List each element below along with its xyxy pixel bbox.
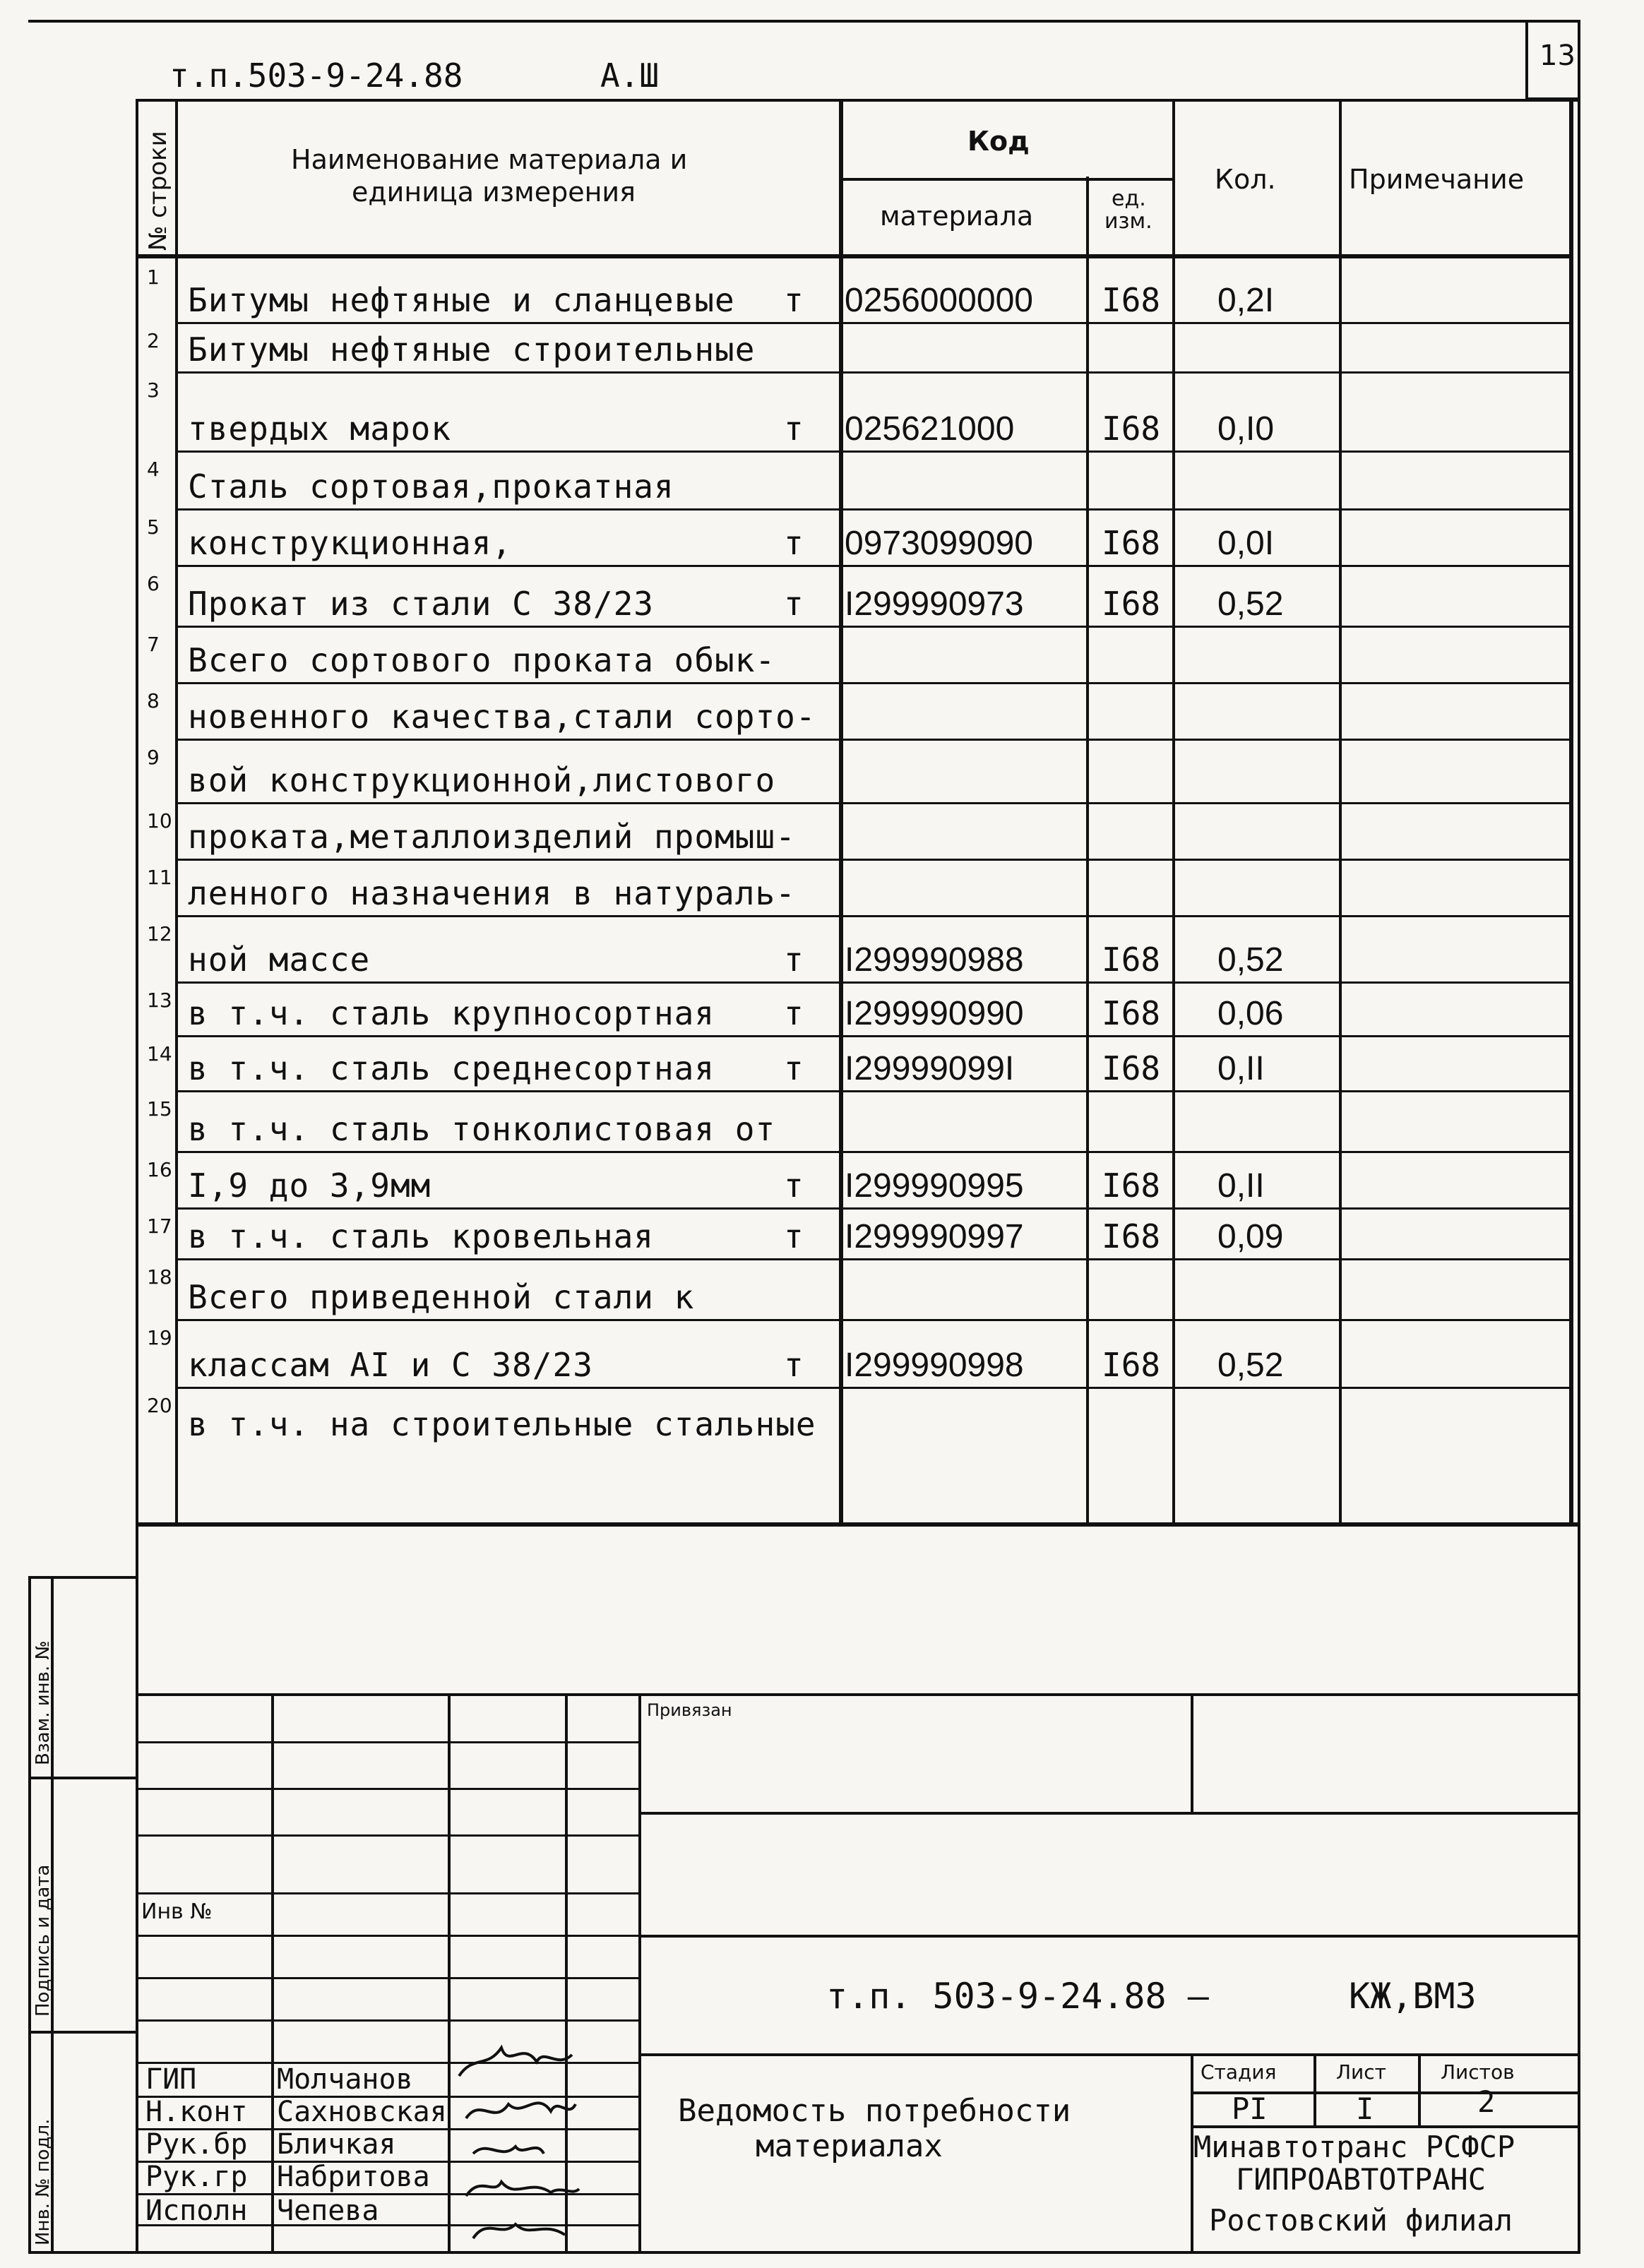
quantity: 0,52: [1217, 941, 1284, 979]
unit-mark: т: [784, 941, 804, 979]
material-name: в т.ч. сталь среднесортная: [188, 1049, 715, 1087]
unit-code: I68: [1102, 1217, 1161, 1255]
row-number-header: № строки: [144, 131, 172, 251]
row-number: 7: [147, 633, 160, 656]
side-label-signature-date: Подпись и дата: [32, 1864, 54, 2017]
material-code: I299990997: [845, 1218, 1024, 1255]
organization-line3: Ростовский филиал: [1209, 2203, 1513, 2238]
document-code: т.п. 503-9-24.88 —: [826, 1976, 1209, 2017]
material-name: конструкционная,: [188, 524, 513, 562]
quantity: 0,52: [1217, 585, 1284, 623]
row-number: 4: [147, 458, 160, 481]
material-code: 0973099090: [845, 525, 1033, 562]
unit-mark: т: [784, 585, 804, 623]
unit-code: I68: [1102, 410, 1161, 448]
row-divider: [175, 1090, 1573, 1092]
material-name: классам AI и С 38/23: [188, 1346, 593, 1384]
row-divider: [175, 1207, 1573, 1210]
page-number: 13: [1539, 40, 1576, 72]
unit-mark: т: [784, 1217, 804, 1255]
material-name: Сталь сортовая,прокатная: [188, 467, 674, 506]
signatory-name: Набритова: [277, 2161, 430, 2193]
quantity: 0,09: [1217, 1218, 1284, 1255]
frame-top: [28, 20, 1579, 23]
unit-mark: т: [784, 1166, 804, 1205]
row-divider: [175, 981, 1573, 984]
privyazan-label: Привязан: [647, 1700, 732, 1720]
material-name: I,9 до 3,9мм: [188, 1166, 431, 1205]
row-divider: [175, 450, 1573, 453]
row-number: 9: [147, 746, 160, 769]
material-code: 0256000000: [845, 282, 1033, 319]
document-title-line2: материалах: [756, 2128, 943, 2164]
frame-right: [1578, 20, 1580, 2254]
row-divider: [175, 508, 1573, 511]
row-divider: [175, 626, 1573, 628]
material-name: в т.ч. сталь кровельная: [188, 1217, 654, 1255]
quantity: 0,I0: [1217, 410, 1275, 448]
signatory-name: Молчанов: [277, 2063, 413, 2096]
unit-header-line1: ед.: [1112, 186, 1146, 211]
material-code: I299990998: [845, 1347, 1024, 1384]
sheet-value: I: [1356, 2091, 1374, 2126]
material-name: Прокат из стали С 38/23: [188, 585, 654, 623]
doc-reference: т.п.503-9-24.88: [169, 56, 463, 95]
quantity: 0,2I: [1217, 282, 1275, 319]
document-mark: КЖ,ВМ3: [1349, 1976, 1477, 2017]
row-number: 12: [147, 922, 172, 945]
row-divider: [175, 859, 1573, 861]
unit-code: I68: [1102, 585, 1161, 623]
material-name: твердых марок: [188, 410, 452, 448]
row-number: 13: [147, 989, 172, 1012]
unit-code: I68: [1102, 1049, 1161, 1087]
row-number: 20: [147, 1394, 172, 1417]
stage-value: РI: [1232, 2091, 1268, 2126]
note-header: Примечание: [1349, 164, 1525, 195]
side-label-original-inv: Инв. № подл.: [32, 2118, 54, 2245]
material-code: I299990988: [845, 941, 1024, 979]
row-divider: [175, 322, 1573, 324]
row-divider: [175, 739, 1573, 741]
side-label-replaced-inv: Взам. инв. №: [32, 1640, 54, 1765]
material-name: вой конструкционной,листового: [188, 761, 776, 799]
pagebox-left: [1525, 20, 1528, 99]
material-name: новенного качества,стали сорто-: [188, 698, 816, 736]
row-divider: [175, 915, 1573, 917]
material-name: ленного назначения в натураль-: [188, 874, 796, 912]
material-code: I299990973: [845, 585, 1024, 623]
row-number: 8: [147, 689, 160, 712]
material-name: Всего сортового проката обык-: [188, 641, 776, 679]
name-header-line1: Наименование материала и: [291, 144, 688, 175]
unit-code: I68: [1102, 941, 1161, 979]
signatory-role: Исполн: [145, 2195, 248, 2227]
unit-code: I68: [1102, 1346, 1161, 1384]
row-number: 5: [147, 515, 160, 539]
material-name: Всего приведенной стали к: [188, 1278, 695, 1316]
sheets-value: 2: [1477, 2084, 1496, 2119]
sheets-label: Листов: [1441, 2060, 1515, 2084]
row-divider: [175, 565, 1573, 567]
material-code: I299990990: [845, 995, 1024, 1032]
row-number: 11: [147, 866, 172, 889]
row-divider: [175, 802, 1573, 804]
row-divider: [175, 682, 1573, 684]
unit-code: I68: [1102, 524, 1161, 562]
quantity: 0,II: [1217, 1167, 1265, 1205]
unit-mark: т: [784, 281, 804, 319]
material-name: Битумы нефтяные строительные: [188, 330, 756, 369]
stage-label: Стадия: [1201, 2060, 1277, 2084]
quantity: 0,52: [1217, 1347, 1284, 1384]
row-divider: [175, 1151, 1573, 1153]
document-title-line1: Ведомость потребности: [678, 2093, 1071, 2129]
row-number: 16: [147, 1158, 172, 1181]
name-header-line2: единица измерения: [352, 177, 636, 208]
unit-mark: т: [784, 1346, 804, 1384]
unit-code: I68: [1102, 994, 1161, 1032]
material-code: I29999099I: [845, 1050, 1015, 1087]
unit-mark: т: [784, 410, 804, 448]
material-name: Битумы нефтяные и сланцевые: [188, 281, 735, 319]
material-name: в т.ч. сталь тонколистовая от: [188, 1110, 776, 1148]
inv-number-label: Инв №: [141, 1899, 213, 1924]
row-number: 2: [147, 329, 160, 352]
material-name: проката,металлоизделий промыш-: [188, 818, 796, 856]
row-number: 3: [147, 378, 160, 402]
signatory-name: Сахновская: [277, 2096, 447, 2128]
signatory-role: Рук.гр: [145, 2161, 248, 2193]
material-name: в т.ч. на строительные стальные: [188, 1405, 816, 1443]
quantity: 0,06: [1217, 995, 1284, 1032]
material-code: I299990995: [845, 1167, 1024, 1205]
organization-line2: ГИПРОАВТОТРАНС: [1236, 2162, 1487, 2197]
row-number: 19: [147, 1326, 172, 1349]
qty-header: Кол.: [1215, 164, 1276, 195]
quantity: 0,II: [1217, 1050, 1265, 1087]
row-number: 1: [147, 265, 160, 289]
material-header: материала: [880, 201, 1034, 232]
row-divider: [175, 1258, 1573, 1260]
quantity: 0,0I: [1217, 525, 1275, 562]
signatory-role: Н.конт: [145, 2096, 248, 2128]
row-number: 14: [147, 1042, 172, 1066]
unit-mark: т: [784, 1049, 804, 1087]
organization-line1: Минавтотранс РСФСР: [1193, 2130, 1515, 2164]
row-number: 10: [147, 809, 172, 832]
unit-code: I68: [1102, 1166, 1161, 1205]
row-divider: [175, 371, 1573, 374]
signatory-role: ГИП: [145, 2063, 197, 2096]
unit-mark: т: [784, 994, 804, 1032]
row-number: 15: [147, 1097, 172, 1121]
unit-header-line2: изм.: [1104, 209, 1152, 234]
row-divider: [175, 1319, 1573, 1321]
signatory-role: Рук.бр: [145, 2128, 248, 2161]
code-header: Код: [967, 126, 1030, 157]
signatory-name: Чепева: [277, 2195, 379, 2227]
material-name: ной массе: [188, 941, 371, 979]
unit-mark: т: [784, 524, 804, 562]
row-divider: [175, 1035, 1573, 1037]
row-divider: [175, 1387, 1573, 1389]
material-name: в т.ч. сталь крупносортная: [188, 994, 715, 1032]
sheet-label: Лист: [1336, 2060, 1386, 2084]
signatory-name: Бличкая: [277, 2128, 396, 2161]
row-number: 6: [147, 572, 160, 595]
unit-code: I68: [1102, 281, 1161, 319]
row-number: 17: [147, 1214, 172, 1238]
material-code: 025621000: [845, 410, 1015, 448]
row-number: 18: [147, 1265, 172, 1289]
album-label: А.Ш: [600, 56, 660, 95]
signatures-graphic: [445, 2027, 586, 2252]
